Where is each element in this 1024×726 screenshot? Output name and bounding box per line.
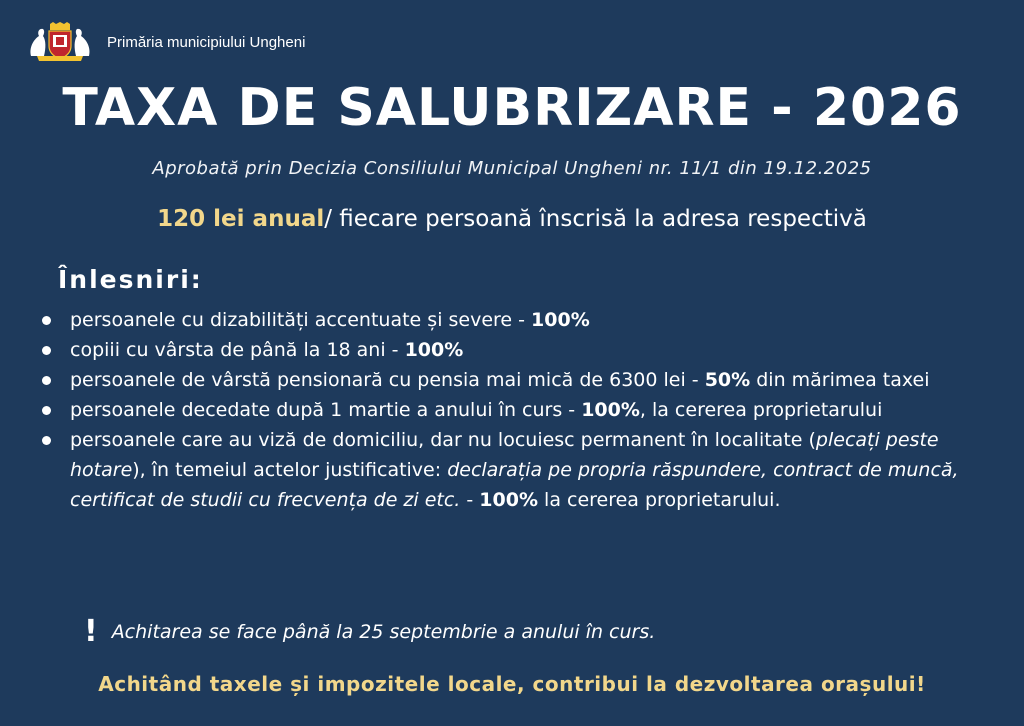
list-item: [70, 305, 995, 335]
list-item-italic: plecați peste hotare: [70, 429, 939, 481]
list-item-text: persoanele de vârstă pensionară cu pensia mai mică de 6300 lei -: [70, 369, 705, 391]
list-item-text: persoanele cu dizabilități accentuate și severe -: [70, 309, 532, 331]
list-item: [70, 425, 995, 515]
organization-name: Primăria municipiului Ungheni: [107, 33, 306, 51]
exclamation-icon: !: [84, 614, 98, 649]
list-item-percent: 100%: [479, 489, 538, 511]
facilities-heading: Înlesniri:: [58, 265, 203, 294]
list-item-text-after: din mărimea taxei: [750, 369, 930, 391]
payment-deadline-notice: [84, 614, 655, 649]
list-item-percent: 50%: [704, 369, 751, 391]
list-item-percent: 100%: [404, 339, 464, 361]
coat-of-arms-icon: [27, 22, 93, 62]
list-item-text-mid: ), în temeiul actelor justificative:: [132, 459, 448, 481]
list-item-text: persoanele care au viză de domiciliu, dar nu locuiesc permanent în localitate (: [70, 429, 816, 451]
header: [27, 22, 305, 62]
tax-rate-description: / fiecare persoană înscrisă la adresa respectivă: [324, 206, 867, 232]
footer-slogan: Achitând taxele și impozitele locale, contribui la dezvoltarea orașului!: [98, 672, 926, 696]
list-item-text-after: la cererea proprietarului.: [538, 489, 781, 511]
tax-rate: [0, 206, 1024, 232]
list-item-text-after: , la cererea proprietarului: [639, 399, 883, 421]
facilities-list: [70, 305, 995, 515]
list-item: [70, 365, 995, 395]
list-item-percent: 100%: [581, 399, 640, 421]
page-title: TAXA DE SALUBRIZARE - 2026: [62, 78, 962, 138]
list-item-text: copiii cu vârsta de până la 18 ani -: [70, 339, 405, 361]
list-item-percent: 100%: [531, 309, 590, 331]
deadline-text: Achitarea se face până la 25 septembrie a anului în curs.: [111, 620, 656, 643]
list-item: [70, 395, 995, 425]
approval-subtitle: Aprobată prin Decizia Consiliului Municipal Ungheni nr. 11/1 din 19.12.2025: [152, 158, 872, 179]
list-item-dash: -: [460, 489, 480, 511]
list-item: [70, 335, 995, 365]
list-item-text: persoanele decedate după 1 martie a anului în curs -: [70, 399, 582, 421]
tax-amount: 120 lei anual: [157, 206, 325, 232]
list-item-documents: declarația pe propria răspundere, contract de muncă, certificat de studii cu frecvența de zi etc.: [70, 459, 959, 511]
